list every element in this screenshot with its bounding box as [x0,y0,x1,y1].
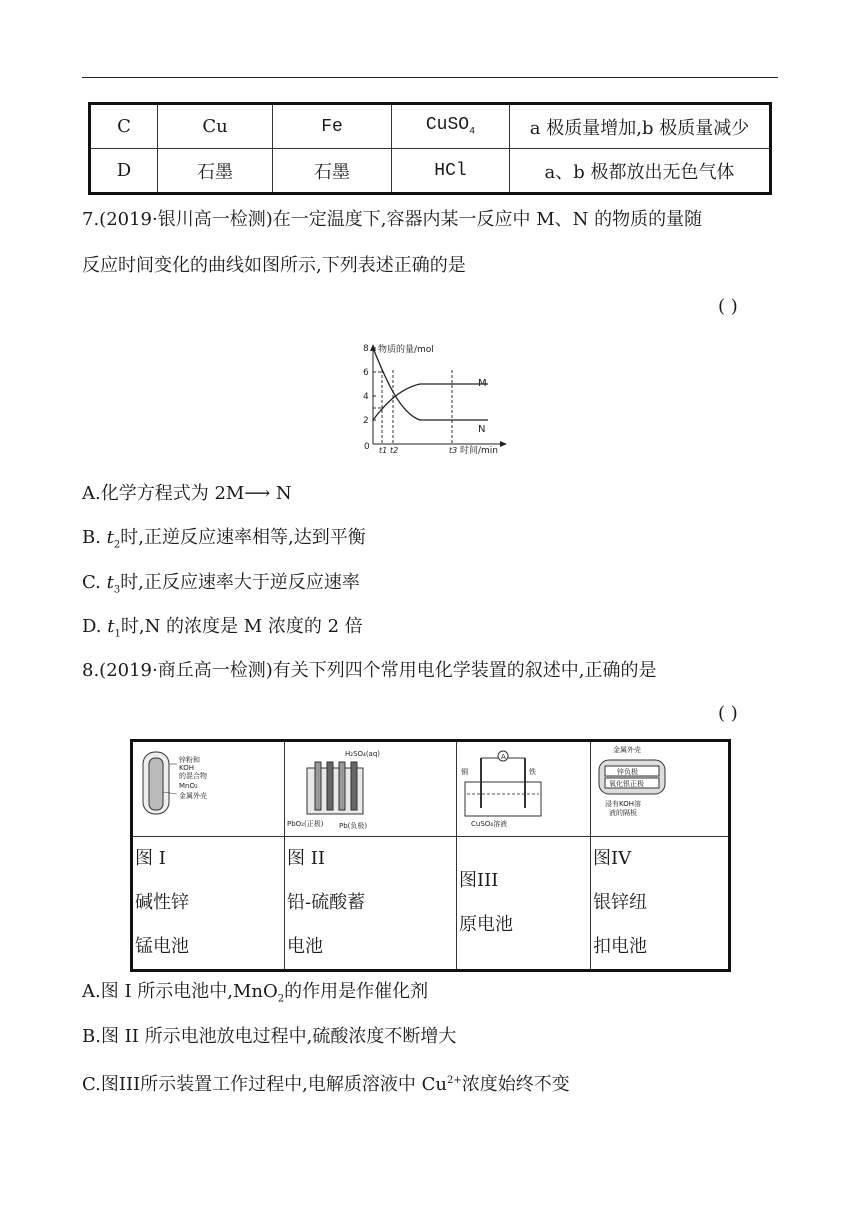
button-cell-shell [599,760,665,794]
table-cell: Cu [158,104,273,149]
figure-label: MnO₂ [179,782,198,790]
image-cell [132,741,285,837]
caption-line: 原电池 [459,914,513,935]
table-row [90,104,771,149]
table-cell: HCl [392,149,510,194]
caption-line: 图 II [287,848,325,869]
option-text: 浓度始终不变 [461,1074,570,1095]
q7-option-b [82,525,366,559]
series-label-m: M [478,378,487,389]
figure-label: 锌粉和 [179,756,200,764]
option-prefix: C. [82,572,107,593]
caption-line: 碱性锌 [135,892,189,913]
x-tick-label: t1 [379,446,388,455]
table-cell: a 极质量增加,b 极质量减少 [510,104,771,149]
y-tick-label: 8 [363,344,369,354]
series-line-m [373,384,488,420]
figure-label: 金属外壳 [613,746,641,754]
q7-chart [360,340,520,460]
q7-option-a: A.化学方程式为 2M⟶ N [82,483,292,504]
figure-label: 浸有KOH溶 [605,800,641,808]
option-text: 时,正反应速率大于逆反应速率 [120,572,360,593]
beaker [465,782,541,816]
time-symbol: t [106,572,114,593]
caption-cell [285,837,457,971]
answer-paren: ( ) [718,296,738,317]
series-label-n: N [478,424,486,435]
option-prefix: B. [82,527,107,548]
table-cell: C [90,104,158,149]
q7-stem-line1: 7.(2019·银川高一检测)在一定温度下,容器内某一反应中 M、N 的物质的量随 [82,209,703,230]
caption-cell [591,837,730,971]
time-symbol: t [106,527,114,548]
option-text: 的作用是作催化剂 [284,981,429,1002]
q8-stem: 8.(2019·商丘高一检测)有关下列四个常用电化学装置的叙述中,正确的是 [82,660,657,681]
table-cell: D [90,149,158,194]
figure-label: 氧化银正极 [609,780,644,788]
time-subscript: 1 [114,628,121,640]
battery-core [149,758,163,810]
charge-superscript: 2+ [447,1075,462,1086]
option-text: 时,N 的浓度是 M 浓度的 2 倍 [120,616,363,637]
caption-line: 扣电池 [593,936,647,957]
caption-line: 电池 [287,936,323,957]
option-text: C.图III所示装置工作过程中,电解质溶液中 Cu [82,1074,447,1095]
button-cell-figure [591,742,728,832]
x-axis-label: 时间/min [460,446,499,456]
table-cell: 石墨 [158,149,273,194]
figure-label: A [501,753,506,761]
q8-option-b: B.图 II 所示电池放电过程中,硫酸浓度不断增大 [82,1026,457,1047]
caption-cell [132,837,285,971]
header-rule [82,77,778,78]
y-tick-label: 2 [363,416,369,426]
q7-option-d [82,614,363,648]
answer-paren: ( ) [718,703,738,724]
origin-label: 0 [364,442,370,452]
options-table [88,102,772,195]
y-tick-label: 6 [363,368,369,378]
figure-label: 锌负极 [617,768,638,776]
galvanic-cell-figure [457,742,590,832]
table-cell: Fe [273,104,392,149]
q7-option-c [82,570,360,604]
caption-line: 银锌纽 [593,892,647,913]
x-tick-label: t2 [390,446,399,455]
q8-option-c [82,1068,570,1098]
image-cell [285,741,457,837]
lead-acid-battery-figure [285,742,456,832]
caption-line: 图 I [135,848,166,869]
caption-line: 图III [459,870,499,891]
y-axis-label: 物质的量/mol [378,345,434,355]
q8-option-a [82,979,428,1013]
figure-label: PbO₂(正极) [287,820,324,828]
battery-table [130,739,731,972]
figure-label: 铁 [529,768,536,776]
formula-subscript: 2 [277,993,285,1005]
figure-label: Pb(负极) [339,822,368,830]
option-text: 时,正逆反应速率相等,达到平衡 [120,527,366,548]
x-axis-arrow [500,441,507,447]
table-cell [392,104,510,149]
image-cell [457,741,591,837]
caption-line: 图IV [593,848,632,869]
figure-label: H₂SO₄(aq) [345,750,381,758]
x-tick-label: t3 [449,446,458,455]
alkaline-battery-figure [133,742,284,832]
table-cell: a、b 极都放出无色气体 [510,149,771,194]
caption-line: 锰电池 [135,936,189,957]
caption-cell [457,837,591,971]
q7-stem-line2: 反应时间变化的曲线如图所示,下列表述正确的是 [82,255,466,276]
figure-label: 铜 [461,768,468,776]
table-row [90,149,771,194]
time-subscript: 3 [113,584,121,596]
option-prefix: D. [82,616,108,637]
figure-label: 的混合物 [179,772,207,780]
figure-label: CuSO₄溶液 [471,820,508,828]
option-text: A.图 I 所示电池中,MnO [82,981,278,1002]
time-symbol: t [107,616,115,637]
figure-label: KOH [179,764,194,772]
y-tick-label: 4 [363,392,369,402]
formula-subscript: 4 [469,126,476,138]
caption-line: 铅-硫酸蓄 [287,892,366,913]
formula-text: CuSO [425,115,470,136]
time-subscript: 2 [113,539,121,551]
table-cell: 石墨 [273,149,392,194]
figure-label: 金属外壳 [179,792,207,800]
image-cell [591,741,730,837]
figure-label: 液的隔板 [609,809,637,817]
